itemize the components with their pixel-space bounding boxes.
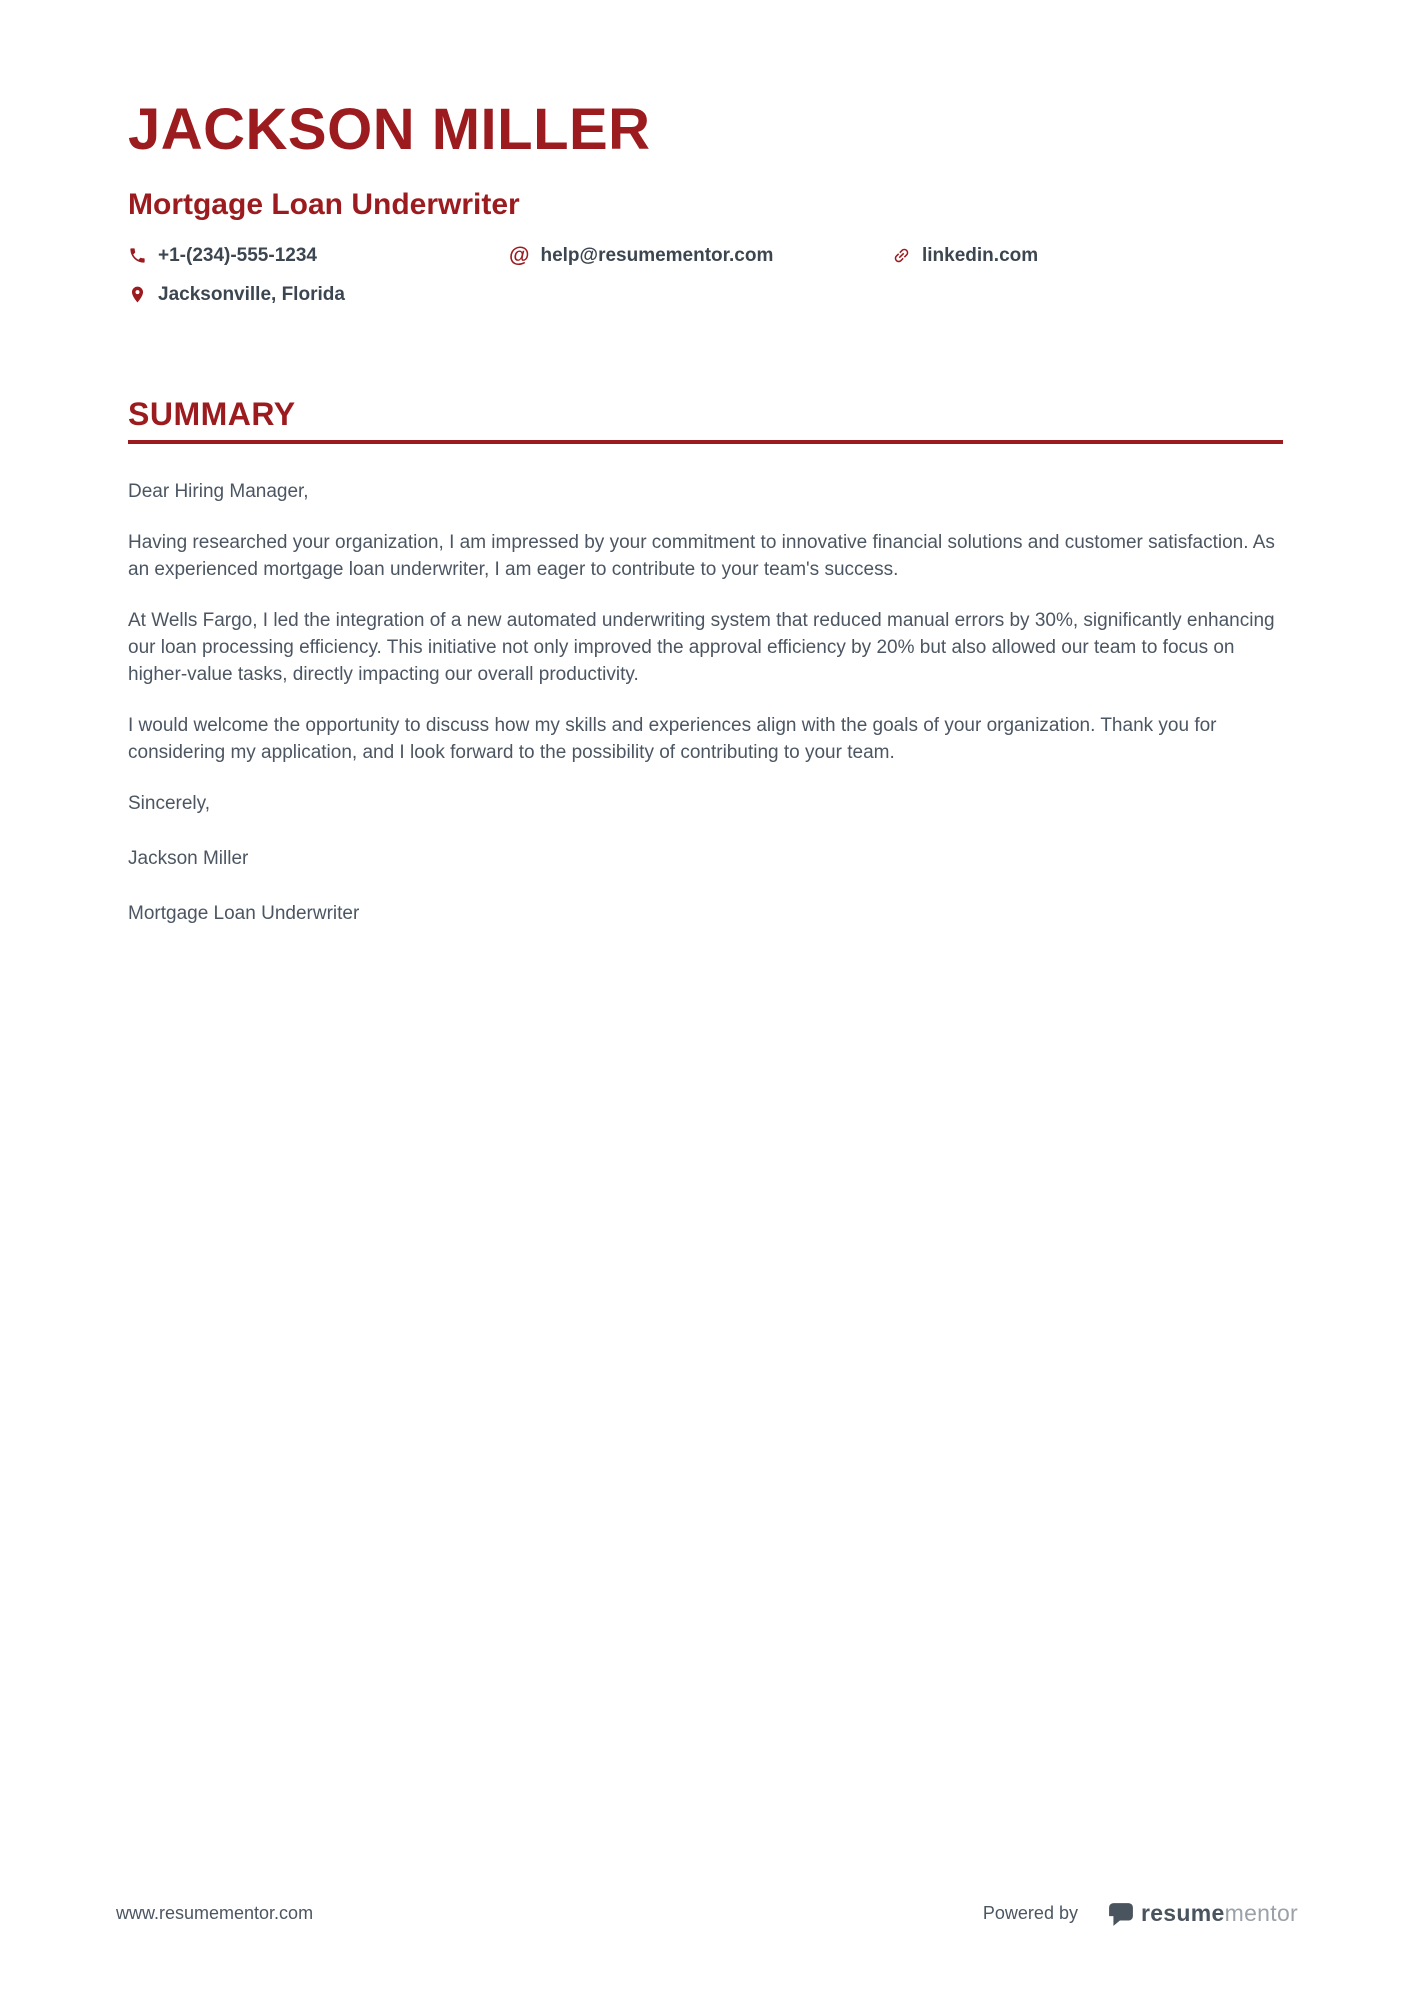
cover-letter-body xyxy=(128,478,1283,927)
header xyxy=(128,98,1283,306)
section-divider xyxy=(128,440,1283,444)
summary-heading: SUMMARY xyxy=(128,395,296,432)
phone-icon xyxy=(128,246,147,265)
paragraph-experience: At Wells Fargo, I led the integration of a new automated underwriting system that reduced manual errors by 30%, significantly enhancing our loan processing efficiency. This initiative not only improved the approval efficiency by 20% but also allowed our team to focus on higher-value tasks, directly impacting our overall productivity. xyxy=(128,609,1275,685)
brand-mark-icon xyxy=(1108,1901,1134,1927)
paragraph-intro: Having researched your organization, I am impressed by your commitment to innovative financial solutions and customer satisfaction. As an experienced mortgage loan underwriter, I am eager to contribute to your team's success. xyxy=(128,531,1275,580)
contact-linkedin-label: linkedin.com xyxy=(922,244,1039,266)
content-column xyxy=(0,0,1410,927)
salutation: Dear Hiring Manager, xyxy=(128,480,309,502)
footer xyxy=(116,1900,1298,1927)
contact-phone[interactable] xyxy=(128,245,509,267)
signature-title: Mortgage Loan Underwriter xyxy=(128,902,360,924)
job-title: Mortgage Loan Underwriter xyxy=(128,187,520,221)
candidate-name: JACKSON MILLER xyxy=(128,97,651,162)
contact-location[interactable] xyxy=(128,284,1283,306)
at-icon: @ xyxy=(509,244,530,268)
contact-info xyxy=(128,245,1283,306)
brand-wordmark-light: mentor xyxy=(1224,1900,1298,1926)
contact-linkedin[interactable] xyxy=(892,245,1283,267)
brand-wordmark-bold: resume xyxy=(1140,1900,1225,1926)
link-icon xyxy=(892,246,911,265)
contact-phone-label: +1-(234)-555-1234 xyxy=(158,244,317,266)
footer-website-link[interactable]: www.resumementor.com xyxy=(116,1903,314,1923)
brand-wordmark xyxy=(1141,1900,1298,1927)
contact-email-label: help@resumementor.com xyxy=(540,244,774,266)
resumementor-logo[interactable] xyxy=(1108,1900,1298,1927)
paragraph-closing: I would welcome the opportunity to discuss how my skills and experiences align with the goals of your organization. Thank you for considering my application, and I look forward to the possibility of contributing to your team. xyxy=(128,714,1217,763)
valediction: Sincerely, xyxy=(128,792,211,814)
contact-location-label: Jacksonville, Florida xyxy=(158,283,345,305)
contact-email[interactable] xyxy=(509,245,892,267)
signature-name: Jackson Miller xyxy=(128,847,249,869)
powered-by xyxy=(983,1900,1298,1927)
powered-by-label: Powered by xyxy=(982,1903,1078,1923)
summary-section xyxy=(128,395,1283,927)
map-pin-icon xyxy=(128,285,147,304)
